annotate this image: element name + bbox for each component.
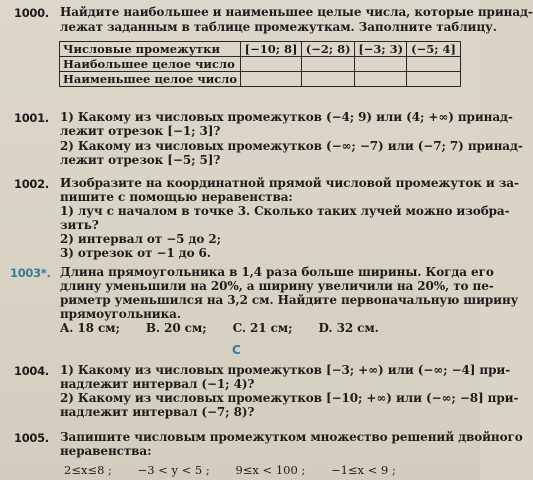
table-header-row — [60, 42, 461, 57]
problem-1001-line-3: 2) Какому из числовых промежутков (−∞; −7) или (−7; 7) принад- — [60, 139, 523, 153]
problem-1000-number: 1000. — [14, 6, 49, 20]
problem-1003-line-1: Длина прямоугольника в 1,4 раза больше ширины. Когда его — [60, 265, 494, 279]
problem-1001-line-2: лежит отрезок [−1; 3]? — [60, 124, 221, 138]
problem-1005-line-1: Запишите числовым промежутком множество решений двойного — [60, 430, 523, 444]
table-cell — [241, 57, 302, 72]
inequality-1: 2≤x≤8 ; — [64, 463, 112, 477]
problem-1003-line-4: прямоугольника. — [60, 307, 181, 321]
problem-1004-line-3: 2) Какому из числовых промежутков [−10; +∞) или (−∞; −8] при- — [60, 391, 519, 405]
problem-1004-number: 1004. — [14, 364, 49, 378]
problem-1003-number: 1003*. — [10, 266, 51, 280]
table-row-label-max: Наибольшее целое число — [60, 57, 241, 72]
table-cell — [302, 72, 355, 87]
answer-option-c: C. 21 см; — [232, 321, 293, 335]
problem-1003-line-2: длину уменьшили на 20%, а ширину увеличили на 20%, то пе- — [60, 279, 494, 293]
table-row-label-min: Наименьшее целое число — [60, 72, 241, 87]
inequality-2: −3 < y < 5 ; — [137, 463, 210, 477]
table-cell — [407, 57, 461, 72]
problem-1002-line-5: 2) интервал от −5 до 2; — [60, 232, 221, 246]
table-interval-2: (−2; 8) — [302, 42, 355, 57]
table-header-label: Числовые промежутки — [60, 42, 241, 57]
inequality-4: −1≤x < 9 ; — [330, 463, 396, 477]
problem-1001-line-4: лежит отрезок [−5; 5]? — [60, 153, 221, 167]
table-cell — [355, 57, 407, 72]
inequality-3: 9≤x < 100 ; — [235, 463, 306, 477]
table-interval-1: [−10; 8] — [241, 42, 302, 57]
table-cell — [302, 57, 355, 72]
problem-1002-line-6: 3) отрезок от −1 до 6. — [60, 246, 211, 260]
problem-1002-line-3: 1) луч с началом в точке 3. Сколько таких лучей можно изобра- — [60, 204, 510, 218]
problem-1005-inequalities — [64, 463, 418, 477]
table-cell — [241, 72, 302, 87]
problem-1005-number: 1005. — [14, 431, 49, 445]
problem-1004-line-1: 1) Какому из числовых промежутков [−3; +∞) или (−∞; −4] при- — [60, 363, 511, 377]
table-cell — [355, 72, 407, 87]
problem-1002-line-4: зить? — [60, 218, 99, 232]
table-row — [60, 57, 461, 72]
problem-1004-line-2: надлежит интервал (−1; 4)? — [60, 377, 255, 391]
problem-1002-line-2: пишите с помощью неравенства: — [60, 190, 293, 204]
table-row — [60, 72, 461, 87]
problem-1002-number: 1002. — [14, 177, 49, 191]
problem-1000-line-1: Найдите наибольшее и наименьшее целые числа, которые принад- — [60, 5, 533, 19]
problem-1004-line-4: надлежит интервал (−7; 8)? — [60, 405, 255, 419]
problem-1000-line-2: лежат заданным в таблице промежуткам. Заполните таблицу. — [60, 20, 497, 34]
table-cell — [407, 72, 461, 87]
table-interval-3: [−3; 3) — [355, 42, 407, 57]
answer-option-a: A. 18 см; — [60, 321, 120, 335]
problem-1005-line-2: неравенства: — [60, 444, 152, 458]
intervals-table — [59, 41, 461, 87]
problem-1003-options — [60, 321, 401, 335]
problem-1001-line-1: 1) Какому из числовых промежутков (−4; 9) или (4; +∞) принад- — [60, 110, 513, 124]
answer-option-b: B. 20 см; — [145, 321, 207, 335]
table-interval-4: (−5; 4] — [407, 42, 461, 57]
problem-1003-line-3: риметр уменьшился на 3,2 см. Найдите первоначальную ширину — [60, 293, 519, 307]
section-label-c: C — [232, 343, 241, 357]
problem-1002-line-1: Изобразите на координатной прямой числовой промежуток и за- — [60, 176, 519, 190]
problem-1001-number: 1001. — [14, 111, 49, 125]
answer-option-d: D. 32 см. — [318, 321, 379, 335]
